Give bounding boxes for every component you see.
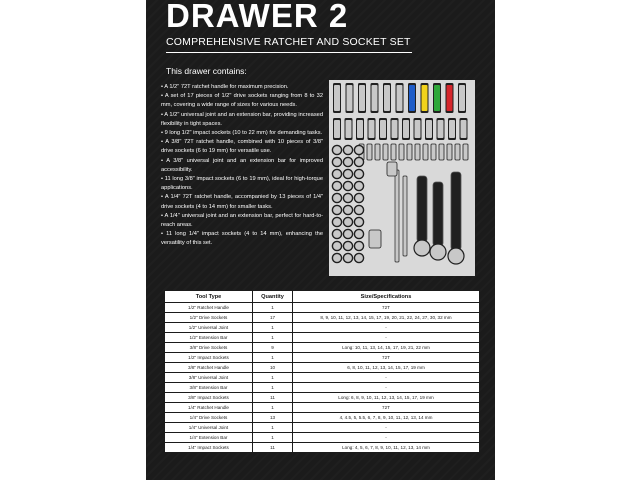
list-item: • 11 long 3/8" impact sockets (6 to 19 mm), ideal for high-torque applications.	[161, 176, 323, 192]
quantity-cell: 1	[253, 403, 293, 413]
size-cell: 72T	[293, 303, 480, 313]
size-cell: -	[293, 423, 480, 433]
small-socket	[463, 144, 468, 160]
drive-socket	[461, 120, 467, 138]
small-socket	[391, 144, 396, 160]
size-cell: -	[293, 323, 480, 333]
small-socket	[407, 144, 412, 160]
list-item: • A 3/8" 72T ratchet handle, combined with 10 pieces of 3/8" drive sockets (6 to 19 mm) for versatile use.	[161, 139, 323, 155]
socket-top	[343, 157, 352, 166]
socket-top	[354, 145, 363, 154]
column-header-quantity: Quantity	[253, 291, 293, 303]
tool-type-cell: 3/8" Impact Sockets	[165, 393, 253, 403]
socket-top	[332, 253, 341, 262]
tool-tray-photo	[329, 80, 475, 276]
impact-socket	[422, 85, 428, 111]
tool-type-cell: 3/8" Extension Bar	[165, 383, 253, 393]
tool-type-cell: 1/4" Universal Joint	[165, 423, 253, 433]
impact-socket	[397, 85, 403, 111]
table-row	[165, 373, 480, 383]
universal-joint	[369, 230, 381, 248]
list-item: • A set of 17 pieces of 1/2" drive sockets ranging from 8 to 32 mm, covering a wide range of sizes for various needs.	[161, 93, 323, 109]
impact-socket	[384, 85, 390, 111]
size-cell: Long: 6, 8, 9, 10, 11, 12, 13, 14, 15, 17, 19 mm	[293, 393, 480, 403]
column-header-tool-type: Tool Type	[165, 291, 253, 303]
socket-top	[354, 157, 363, 166]
socket-top	[343, 217, 352, 226]
socket-top	[354, 169, 363, 178]
small-socket	[375, 144, 380, 160]
extension-bar	[395, 170, 399, 262]
quantity-cell: 1	[253, 333, 293, 343]
drive-socket	[426, 120, 432, 138]
socket-top	[332, 205, 341, 214]
table-row	[165, 323, 480, 333]
size-cell: Long: 10, 11, 13, 14, 15, 17, 19, 21, 22 mm	[293, 343, 480, 353]
quantity-cell: 10	[253, 363, 293, 373]
drive-socket	[357, 120, 363, 138]
quantity-cell: 11	[253, 393, 293, 403]
tool-type-cell: 3/8" Ratchet Handle	[165, 363, 253, 373]
socket-top	[343, 181, 352, 190]
drive-socket	[403, 120, 409, 138]
small-socket	[415, 144, 420, 160]
drawer-panel	[146, 0, 495, 480]
table-row	[165, 423, 480, 433]
quantity-cell: 11	[253, 443, 293, 453]
quantity-cell: 1	[253, 323, 293, 333]
tool-type-cell: 1/2" Drive Sockets	[165, 313, 253, 323]
tool-type-cell: 1/4" Drive Sockets	[165, 413, 253, 423]
ratchet-head	[430, 244, 446, 260]
table-row	[165, 393, 480, 403]
socket-top	[332, 145, 341, 154]
socket-top	[332, 169, 341, 178]
table-row	[165, 363, 480, 373]
size-cell: 72T	[293, 353, 480, 363]
small-socket	[431, 144, 436, 160]
small-socket	[383, 144, 388, 160]
small-socket	[399, 144, 404, 160]
socket-top	[343, 253, 352, 262]
impact-socket	[334, 85, 340, 111]
drive-socket	[380, 120, 386, 138]
page-title: DRAWER 2	[166, 0, 349, 34]
quantity-cell: 17	[253, 313, 293, 323]
tool-type-cell: 1/2" Impact Sockets	[165, 353, 253, 363]
impact-socket	[434, 85, 440, 111]
ratchet-head	[414, 240, 430, 256]
column-header-size: Size/Specifications	[293, 291, 480, 303]
impact-socket	[359, 85, 365, 111]
universal-joint	[387, 162, 397, 176]
drive-socket	[438, 120, 444, 138]
socket-top	[354, 253, 363, 262]
table-row	[165, 383, 480, 393]
ratchet-handle	[433, 182, 443, 246]
size-cell: -	[293, 373, 480, 383]
table-row	[165, 333, 480, 343]
tool-type-cell: 3/8" Universal Joint	[165, 373, 253, 383]
socket-top	[354, 217, 363, 226]
impact-socket	[409, 85, 415, 111]
spec-table	[164, 290, 480, 453]
socket-top	[354, 241, 363, 250]
quantity-cell: 1	[253, 303, 293, 313]
table-row	[165, 343, 480, 353]
tool-type-cell: 1/2" Extension Bar	[165, 333, 253, 343]
list-item: • A 1/2" 72T ratchet handle for maximum precision.	[161, 84, 289, 90]
spec-table-body	[165, 303, 480, 453]
impact-socket	[459, 85, 465, 111]
page-subtitle: COMPREHENSIVE RATCHET AND SOCKET SET	[166, 36, 411, 48]
quantity-cell: 1	[253, 423, 293, 433]
impact-socket	[372, 85, 378, 111]
socket-top	[343, 229, 352, 238]
table-row	[165, 313, 480, 323]
list-item: • 9 long 1/2" impact sockets (10 to 22 mm) for demanding tasks.	[161, 130, 323, 137]
socket-top	[343, 241, 352, 250]
tool-type-cell: 3/8" Drive Sockets	[165, 343, 253, 353]
table-row	[165, 413, 480, 423]
title-divider	[166, 52, 412, 53]
table-row	[165, 353, 480, 363]
drive-socket	[392, 120, 398, 138]
small-socket	[439, 144, 444, 160]
socket-top	[354, 205, 363, 214]
impact-socket	[347, 85, 353, 111]
socket-top	[343, 205, 352, 214]
contents-list	[161, 83, 323, 249]
list-item: • A 1/4" universal joint and an extension bar, perfect for hard-to-reach areas.	[161, 212, 323, 229]
socket-top	[354, 229, 363, 238]
quantity-cell: 1	[253, 433, 293, 443]
table-row	[165, 403, 480, 413]
ratchet-handle	[417, 176, 427, 242]
table-row	[165, 443, 480, 453]
small-socket	[455, 144, 460, 160]
quantity-cell: 1	[253, 353, 293, 363]
intro-text: This drawer contains:	[166, 66, 247, 76]
table-row	[165, 303, 480, 313]
socket-top	[332, 181, 341, 190]
list-item: • A 3/8" universal joint and an extension bar for improved accessibility.	[161, 157, 323, 173]
impact-socket	[447, 85, 453, 111]
size-cell: 72T	[293, 403, 480, 413]
size-cell: Long: 4, 5, 6, 7, 8, 9, 10, 11, 12, 13, 14 mm	[293, 443, 480, 453]
socket-top	[343, 145, 352, 154]
tool-type-cell: 1/2" Universal Joint	[165, 323, 253, 333]
list-item: • A 1/2" universal joint and an extension bar, providing increased flexibility in tight spaces.	[161, 111, 323, 127]
socket-top	[343, 193, 352, 202]
drive-socket	[346, 120, 352, 138]
size-cell: 8, 9, 10, 11, 12, 13, 14, 15, 17, 19, 20, 21, 22, 24, 27, 30, 32 mm	[293, 313, 480, 323]
extension-bar	[403, 176, 407, 256]
drive-socket	[415, 120, 421, 138]
list-item: • A 1/4" 72T ratchet handle, accompanied by 13 pieces of 1/4" drive sockets (4 to 14 mm) for smaller tasks.	[161, 194, 323, 210]
small-socket	[447, 144, 452, 160]
tool-tray-illustration	[329, 80, 475, 276]
drive-socket	[369, 120, 375, 138]
size-cell: -	[293, 383, 480, 393]
tool-type-cell: 1/4" Ratchet Handle	[165, 403, 253, 413]
tool-type-cell: 1/4" Extension Bar	[165, 433, 253, 443]
socket-top	[332, 157, 341, 166]
tool-type-cell: 1/2" Ratchet Handle	[165, 303, 253, 313]
socket-top	[332, 217, 341, 226]
socket-top	[354, 193, 363, 202]
quantity-cell: 9	[253, 343, 293, 353]
table-header-row	[165, 291, 480, 303]
size-cell: -	[293, 333, 480, 343]
quantity-cell: 1	[253, 373, 293, 383]
ratchet-head	[448, 248, 464, 264]
size-cell: 4, 4.5, 5, 5.5, 6, 7, 8, 9, 10, 11, 12, 13, 14 mm	[293, 413, 480, 423]
small-socket	[423, 144, 428, 160]
socket-top	[332, 229, 341, 238]
size-cell: 6, 8, 10, 11, 12, 13, 14, 15, 17, 19 mm	[293, 363, 480, 373]
ratchet-handle	[451, 172, 461, 250]
size-cell: -	[293, 433, 480, 443]
drive-socket	[334, 120, 340, 138]
socket-top	[354, 181, 363, 190]
quantity-cell: 1	[253, 383, 293, 393]
socket-top	[332, 241, 341, 250]
tool-type-cell: 1/4" Impact Sockets	[165, 443, 253, 453]
list-item: • 11 long 1/4" impact sockets (4 to 14 mm), enhancing the versatility of this set.	[161, 231, 323, 247]
socket-top	[332, 193, 341, 202]
table-row	[165, 433, 480, 443]
small-socket	[367, 144, 372, 160]
drive-socket	[449, 120, 455, 138]
socket-top	[343, 169, 352, 178]
quantity-cell: 13	[253, 413, 293, 423]
